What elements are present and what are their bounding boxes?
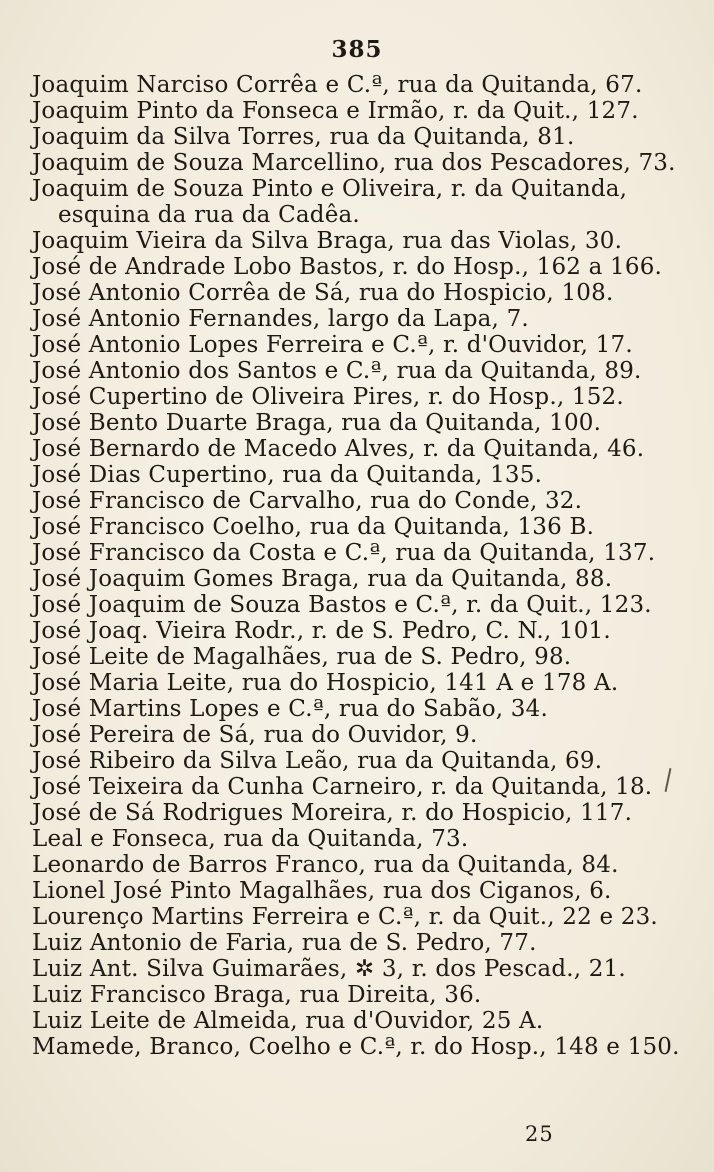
directory-entry: Joaquim Vieira da Silva Braga, rua das Violas, 30. [32,228,623,254]
directory-entry: Lionel José Pinto Magalhães, rua dos Ciganos, 6. [32,878,612,904]
directory-entry: José de Sá Rodrigues Moreira, r. do Hospicio, 117. [32,800,633,826]
directory-entry: Joaquim de Souza Marcellino, rua dos Pescadores, 73. [32,150,676,176]
directory-entry: Joaquim da Silva Torres, rua da Quitanda, 81. [32,124,575,150]
directory-entry: José Joaquim de Souza Bastos e C.ª, r. da Quit., 123. [32,592,652,618]
directory-entry: José Bento Duarte Braga, rua da Quitanda, 100. [32,410,602,436]
directory-entry: Leal e Fonseca, rua da Quitanda, 73. [32,826,469,852]
directory-entry: José Bernardo de Macedo Alves, r. da Quitanda, 46. [32,436,645,462]
directory-entry: Luiz Leite de Almeida, rua d'Ouvidor, 25 A. [32,1008,544,1034]
directory-entry: José Joaquim Gomes Braga, rua da Quitanda, 88. [32,566,613,592]
directory-entry: Luiz Antonio de Faria, rua de S. Pedro, 77. [32,930,537,956]
directory-entry: José Joaq. Vieira Rodr., r. de S. Pedro, C. N., 101. [32,618,611,644]
directory-entry: José Teixeira da Cunha Carneiro, r. da Quitanda, 18. [32,774,653,800]
directory-entries [32,72,692,1060]
directory-entry: Joaquim Narciso Corrêa e C.ª, rua da Quitanda, 67. [32,72,643,98]
directory-entry: José Maria Leite, rua do Hospicio, 141 A e 178 A. [32,670,619,696]
directory-entry: Luiz Ant. Silva Guimarães, ✲ 3, r. dos Pescad., 21. [32,956,626,982]
directory-entry: Joaquim de Souza Pinto e Oliveira, r. da Quitanda, [32,176,628,202]
directory-entry: Mamede, Branco, Coelho e C.ª, r. do Hosp., 148 e 150. [32,1034,680,1060]
directory-entry: José Ribeiro da Silva Leão, rua da Quitanda, 69. [32,748,603,774]
directory-entry: Joaquim Pinto da Fonseca e Irmão, r. da Quit., 127. [32,98,639,124]
directory-entry: José Francisco de Carvalho, rua do Conde, 32. [32,488,583,514]
directory-entry: Leonardo de Barros Franco, rua da Quitanda, 84. [32,852,619,878]
directory-entry: Lourenço Martins Ferreira e C.ª, r. da Quit., 22 e 23. [32,904,658,930]
directory-entry: José Francisco Coelho, rua da Quitanda, 136 B. [32,514,595,540]
signature-mark: 25 [525,1122,554,1146]
directory-entry: José Antonio dos Santos e C.ª, rua da Quitanda, 89. [32,358,642,384]
directory-entry: José Leite de Magalhães, rua de S. Pedro, 98. [32,644,572,670]
directory-entry: José Cupertino de Oliveira Pires, r. do Hosp., 152. [32,384,624,410]
directory-entry: José Antonio Corrêa de Sá, rua do Hospicio, 108. [32,280,614,306]
directory-entry: José de Andrade Lobo Bastos, r. do Hosp., 162 a 166. [32,254,663,280]
directory-entry: José Pereira de Sá, rua do Ouvidor, 9. [32,722,478,748]
directory-entry-continuation: esquina da rua da Cadêa. [58,202,360,228]
directory-entry: José Martins Lopes e C.ª, rua do Sabão, 34. [32,696,548,722]
page-number: 385 [331,36,383,63]
directory-entry: José Antonio Lopes Ferreira e C.ª, r. d'Ouvidor, 17. [32,332,633,358]
directory-entry: José Dias Cupertino, rua da Quitanda, 135. [32,462,543,488]
directory-entry: José Antonio Fernandes, largo da Lapa, 7. [32,306,529,332]
directory-entry: José Francisco da Costa e C.ª, rua da Quitanda, 137. [32,540,656,566]
directory-entry: Luiz Francisco Braga, rua Direita, 36. [32,982,482,1008]
